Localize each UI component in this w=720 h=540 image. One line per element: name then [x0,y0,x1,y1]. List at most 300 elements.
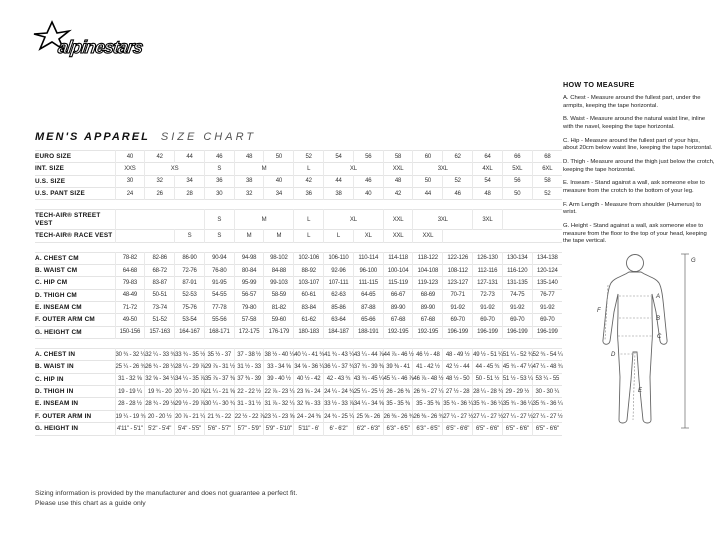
size-cell: 26 - 26 ⅜ [383,386,413,398]
size-cell: 69-70 [473,314,503,326]
row-label: B. WAIST IN [35,363,74,371]
size-cell: 20 - 20 ½ [145,410,175,422]
size-cell: 51 ¼ - 52 ¾ [502,349,532,361]
measure-list [563,95,715,246]
size-cell: 75-76 [175,301,205,313]
size-cell: 3XL [473,210,503,230]
size-cell: 176-179 [264,326,294,338]
size-cell [502,210,562,230]
size-cell: 37 - 38 ½ [234,349,264,361]
size-cell: 38 [234,175,264,187]
size-cell: 84-88 [264,264,294,276]
row-label: C. HIP CM [35,279,68,287]
size-cell: S [204,210,234,230]
size-cell: 5XL [502,163,532,175]
size-cell: 60-61 [294,289,324,301]
size-cell: 111-115 [353,277,383,289]
table-row [35,410,562,422]
size-cell: 98-102 [264,252,294,264]
table-row [35,326,562,338]
figure-label-chest: A [656,294,661,301]
size-cell: 36 [294,188,324,200]
footer-line-2: Please use this chart as a guide only [35,500,146,508]
size-cell: 91-95 [204,277,234,289]
size-cell: 48 [473,188,503,200]
size-cell: 50 [264,151,294,163]
table-row [35,423,562,435]
size-cell: 89-90 [413,301,443,313]
size-cell: 94-98 [234,252,264,264]
size-cell: 127-131 [473,277,503,289]
size-cell: 83-84 [294,301,324,313]
size-cell: 35 - 35 ⅜ [413,398,443,410]
size-cell: 6'3" - 6'5" [413,423,443,435]
size-cell: 87-88 [353,301,383,313]
size-cell: 49-50 [115,314,145,326]
row-label: D. THIGH CM [35,291,77,299]
size-cell: 106-110 [324,252,354,264]
size-cell: 31 ⅞ - 32 ¼ [264,398,294,410]
row-label: G. HEIGHT IN [35,425,79,433]
size-cell: 46 ½ - 48 [413,349,443,361]
size-cell: 39 - 40 ½ [264,373,294,385]
size-cell: 28 [175,188,205,200]
size-cell: 40 [115,151,145,163]
figure-label-hip: C [657,334,662,341]
measure-instruction: D. Thigh - Measure around the thigh just below the crotch, keeping the tape horizontal. [563,159,715,173]
size-cell: XXL [413,230,443,242]
alpinestars-logo-icon [28,20,168,66]
size-cell: 40 [353,188,383,200]
size-cell: XXL [383,230,413,242]
size-cell: 184-187 [324,326,354,338]
size-cell: 40 [264,175,294,187]
size-cell: 40 ¼ - 41 ¾ [294,349,324,361]
size-cell: S [175,230,205,242]
size-cell: 135-140 [532,277,562,289]
size-cell: 28 ¾ - 29 ⅛ [145,398,175,410]
size-cell: 35 ¾ - 36 ¼ [473,398,503,410]
size-cell: 48 - 49 ½ [443,349,473,361]
size-cell: 71-72 [115,301,145,313]
size-cell: 28 ¼ - 28 ¾ [473,386,503,398]
size-cell: 78-82 [115,252,145,264]
table-row [35,373,562,385]
size-cell: 180-183 [294,326,324,338]
size-cell: 51-52 [145,314,175,326]
size-cell: 25 ⅝ - 26 [353,410,383,422]
size-cell: 196-199 [473,326,503,338]
size-cell: 42 ½ - 44 [443,361,473,373]
size-cell: 35 - 35 ⅜ [383,398,413,410]
size-cell: 57-58 [234,314,264,326]
size-cell: 83-87 [145,277,175,289]
size-cell: 31 - 31 ½ [234,398,264,410]
size-cell: 32 [145,175,175,187]
size-cell: 24 - 24 ⅜ [294,410,324,422]
size-cell: 62-63 [324,289,354,301]
size-cell: 52 ¾ - 54 ¼ [532,349,562,361]
size-cell: 35 ¾ - 36 ¼ [502,398,532,410]
size-cell: 107-111 [324,277,354,289]
size-cell: 20 ⅞ - 21 ¼ [175,410,205,422]
size-cell: 31 ½ - 33 [234,361,264,373]
size-cell: 68 [532,151,562,163]
size-cell: 52 [443,175,473,187]
row-label: E. INSEAM CM [35,303,82,311]
size-cell: 43 ¾ - 45 ¼ [353,373,383,385]
size-cell: 56-57 [234,289,264,301]
size-cell: 91-92 [473,301,503,313]
measure-instruction: C. Hip - Measure around the fullest part of your hips, about 20cm below waist line, keeping the tape horizontal. [563,137,713,152]
row-label: A. CHEST CM [35,254,79,262]
size-cell: 21 ¼ - 21 ⅝ [204,386,234,398]
size-cell: 54-55 [204,289,234,301]
size-cell: S [204,230,234,242]
size-cell: XS [145,163,205,175]
size-cell: 52 [294,151,324,163]
size-cell: 58-59 [264,289,294,301]
figure-label-waist: B [656,316,661,323]
size-cell: 54 [324,151,354,163]
size-cell: 56 [502,175,532,187]
table-row [35,163,562,175]
table-row [35,188,562,200]
size-cell: 68-69 [413,289,443,301]
size-cell: 69-70 [502,314,532,326]
table-row [35,230,562,242]
size-cell: 34 ¼ - 35 ⅞ [175,373,205,385]
size-cell: 168-171 [204,326,234,338]
size-cell: 157-163 [145,326,175,338]
size-cell: 51 ½ - 53 ¼ [502,373,532,385]
size-cell: 27 ¼ - 27 ½ [502,410,532,422]
table-row [35,289,562,301]
size-cell: 50 [502,188,532,200]
size-cell: 67-68 [383,314,413,326]
size-cell: 20 ½ - 20 ⅞ [175,386,205,398]
size-cell: 27 ¼ - 27 ½ [473,410,503,422]
figure-label-thigh: D [611,352,616,359]
size-cell: 74-75 [502,289,532,301]
size-cell: 48-49 [115,289,145,301]
alpinestars-logo [28,20,168,71]
size-cell: 40 ½ - 42 [294,373,324,385]
size-cell: 99-103 [264,277,294,289]
size-cell: 68-72 [145,264,175,276]
size-cell: 46 [353,175,383,187]
size-cell [443,230,562,242]
table-row [35,210,562,230]
size-cell: 110-114 [353,252,383,264]
page-title [35,131,256,143]
size-cell: XXL [383,210,413,230]
size-cell: 26 ⅜ - 26 ¾ [413,410,443,422]
size-cell: S [204,163,234,175]
size-cell: 32 ⅝ - 34 ¼ [145,373,175,385]
size-table [35,150,562,445]
size-cell: 19 ¼ - 19 ¾ [115,410,145,422]
size-cell: 47 ¼ - 48 ¾ [532,361,562,373]
size-cell: 26 [145,188,175,200]
size-cell: 39 ⅜ - 41 [383,361,413,373]
table-row [35,151,562,163]
size-cell: L [294,230,324,242]
size-cell: 65-66 [353,314,383,326]
size-cell: 42 [145,151,175,163]
size-cell: 96-100 [353,264,383,276]
human-figure-icon [581,252,699,434]
size-cell: 92-96 [324,264,354,276]
size-cell: 52 [532,188,562,200]
size-cell: M [264,230,294,242]
size-table-section-measurements-cm [35,252,562,340]
size-cell: 188-191 [353,326,383,338]
size-cell: 30 [115,175,145,187]
size-cell: 27 ¼ - 27 ½ [443,410,473,422]
row-label: G. HEIGHT CM [35,328,82,336]
size-cell: XXL [383,163,413,175]
size-cell: 91-92 [443,301,473,313]
size-cell: 22 ½ - 22 ⅞ [234,410,264,422]
size-cell: 23 ¼ - 23 ⅝ [264,410,294,422]
size-cell: 41 ¾ - 43 ¼ [324,349,354,361]
size-cell: 76-77 [532,289,562,301]
size-cell: 5'7" - 5'9" [234,423,264,435]
size-cell: 172-175 [234,326,264,338]
size-cell: 100-104 [383,264,413,276]
row-label: F. OUTER ARM CM [35,316,95,324]
size-cell [115,230,175,242]
size-cell: 24 [115,188,145,200]
size-cell: 85-86 [324,301,354,313]
size-cell: 38 ½ - 40 ¼ [264,349,294,361]
size-cell: 53-54 [175,314,205,326]
size-cell: 66-67 [383,289,413,301]
size-cell: 196-199 [443,326,473,338]
footer-disclaimer [35,489,297,509]
size-cell: 80-84 [234,264,264,276]
size-cell: 196-199 [532,326,562,338]
size-cell: 5'2" - 5'4" [145,423,175,435]
table-row [35,264,562,276]
size-cell: 134-138 [532,252,562,264]
table-row [35,349,562,361]
size-cell: 44 [324,175,354,187]
size-cell: 34 [264,188,294,200]
size-cell: 76-80 [204,264,234,276]
measure-instruction: F. Arm Length - Measure from shoulder (Humerus) to wrist. [563,201,702,216]
table-row [35,361,562,373]
size-cell: 63-64 [324,314,354,326]
size-cell: 28 ¼ - 29 ⅞ [175,361,205,373]
size-table-section-tech-air-vests [35,209,562,242]
size-cell: 72-76 [175,264,205,276]
size-cell: 123-127 [443,277,473,289]
size-cell: 79-83 [115,277,145,289]
size-cell: 60 [413,151,443,163]
size-cell: 64 [473,151,503,163]
size-cell: 25 ¼ - 26 ¾ [115,361,145,373]
size-cell: 26 ⅜ - 26 ¾ [383,410,413,422]
size-cell: 119-123 [413,277,443,289]
page-title-main: MEN'S APPAREL [35,131,150,143]
size-cell: 30 ¼ - 30 ¾ [204,398,234,410]
size-cell: L [294,163,324,175]
size-cell: 35 ¾ - 36 ¼ [532,398,562,410]
size-cell: 118-122 [413,252,443,264]
size-cell: 44 [175,151,205,163]
size-cell: 104-108 [413,264,443,276]
size-cell: 33 - 34 ⅝ [264,361,294,373]
size-cell: 42 - 43 ¾ [324,373,354,385]
size-cell: 79-80 [234,301,264,313]
size-cell: 108-112 [443,264,473,276]
size-cell: 103-107 [294,277,324,289]
row-label: INT. SIZE [35,165,65,173]
figure-label-arm: F [597,308,601,315]
table-row [35,277,562,289]
size-cell: 31 - 32 ⅝ [115,373,145,385]
size-cell: 36 [204,175,234,187]
size-cell: 24 ¼ - 24 ¾ [324,386,354,398]
size-cell: 30 ¾ - 32 ¼ [115,349,145,361]
size-cell: 37 ⅜ - 39 [234,373,264,385]
size-cell: 32 [234,188,264,200]
size-cell: XL [324,210,384,230]
table-row [35,386,562,398]
footer-line-1: Sizing information is provided by the manufacturer and does not guarantee a perfect fit. [35,490,298,497]
size-cell: L [294,210,324,230]
svg-text:alpinestars: alpinestars [56,37,144,57]
table-row [35,301,562,313]
size-cell: 88-92 [294,264,324,276]
size-cell: 35 ½ - 37 [204,349,234,361]
size-cell [115,210,204,230]
size-cell: 41 - 42 ½ [413,361,443,373]
size-cell: 23 ⅝ - 24 [294,386,324,398]
size-cell: 3XL [413,163,473,175]
size-cell: 21 ¾ - 22 [204,410,234,422]
row-label: TECH-AIR® RACE VEST [35,232,113,240]
size-cell: 45 ¾ - 47 ¼ [502,361,532,373]
size-cell: 27 ½ - 28 [443,386,473,398]
size-cell: 196-199 [502,326,532,338]
page-title-sub: SIZE CHART [160,131,257,143]
size-cell: 64-65 [353,289,383,301]
row-label: U.S. SIZE [35,177,66,185]
size-cell: L [324,230,354,242]
size-cell: 46 [443,188,473,200]
size-cell: 29 - 29 ½ [502,386,532,398]
size-cell: 37 ¾ - 39 ⅜ [353,361,383,373]
size-cell: 25 ¼ - 25 ½ [353,386,383,398]
size-cell: 6'5" - 6'6" [502,423,532,435]
size-cell: 90-94 [204,252,234,264]
size-cell: 50 [413,175,443,187]
row-label: EURO SIZE [35,153,72,160]
size-cell: 28 - 28 ½ [115,398,145,410]
size-cell: 55-56 [204,314,234,326]
row-label: C. HIP IN [35,375,64,383]
size-cell: 5'4" - 5'5" [175,423,205,435]
size-table-section-sizes [35,150,562,200]
measure-instruction: A. Chest - Measure around the fullest part, under the armpits, keeping the tape horizontal. [563,95,701,109]
size-cell: 6' - 6'2" [324,423,354,435]
size-cell: 45 ¼ - 46 ⅞ [383,373,413,385]
size-cell: 66 [502,151,532,163]
size-cell: 122-126 [443,252,473,264]
size-cell: 3XL [413,210,473,230]
figure-label-height: G [691,258,696,265]
row-label: B. WAIST CM [35,266,78,274]
size-cell: 58 [383,151,413,163]
size-cell: M [234,230,264,242]
size-cell: 86-90 [175,252,205,264]
size-cell: 34 [175,175,205,187]
size-cell: 5'9" - 5'10" [264,423,294,435]
size-cell: 62 [443,151,473,163]
size-cell: 27 ¼ - 27 ½ [532,410,562,422]
size-cell: 56 [353,151,383,163]
size-cell: 6XL [532,163,562,175]
size-cell: 102-106 [294,252,324,264]
size-cell: 69-70 [532,314,562,326]
size-cell: 24 ¾ - 25 ¼ [324,410,354,422]
size-cell: 69-70 [443,314,473,326]
size-cell: 164-167 [175,326,205,338]
size-cell: 48 ½ - 50 [443,373,473,385]
row-label: D. THIGH IN [35,388,74,396]
size-cell: 73-74 [145,301,175,313]
size-cell: 38 [324,188,354,200]
size-cell: 46 [204,151,234,163]
size-cell: 192-195 [413,326,443,338]
size-cell: 22 - 22 ½ [234,386,264,398]
size-cell: 50 - 51 ½ [473,373,503,385]
size-cell: 192-195 [383,326,413,338]
size-table-section-measurements-in [35,348,562,436]
size-cell: 42 [294,175,324,187]
table-row [35,175,562,187]
size-cell: 54 [473,175,503,187]
size-cell: 35 ⅞ - 37 ⅜ [204,373,234,385]
size-cell: 6'5" - 6'6" [473,423,503,435]
size-cell: XL [353,230,383,242]
size-cell: 43 ¼ - 44 ⅞ [353,349,383,361]
measurement-figure [581,252,715,434]
size-cell: 26 ¾ - 27 ¼ [413,386,443,398]
size-cell: 67-68 [413,314,443,326]
size-cell: 120-124 [532,264,562,276]
row-label: U.S. PANT SIZE [35,190,85,198]
size-cell: 58 [532,175,562,187]
row-label: TECH-AIR® STREET VEST [35,212,101,227]
size-cell: 30 [204,188,234,200]
size-cell: 70-71 [443,289,473,301]
size-cell: 72-73 [473,289,503,301]
size-cell: 59-60 [264,314,294,326]
size-cell: 112-116 [473,264,503,276]
size-cell: 4XL [473,163,503,175]
row-label: E. INSEAM IN [35,400,79,408]
size-cell: M [234,210,294,230]
size-cell: 5'11" - 6' [294,423,324,435]
table-row [35,252,562,264]
size-cell: 33 ¾ - 35 ½ [175,349,205,361]
figure-label-inseam: E [638,388,643,395]
size-cell: 42 [383,188,413,200]
